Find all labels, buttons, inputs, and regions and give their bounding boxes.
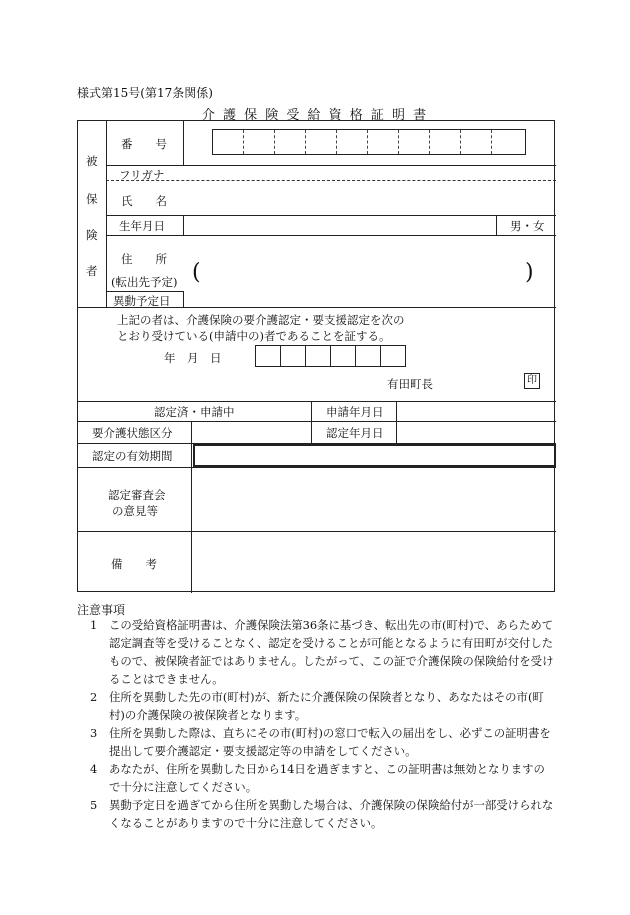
application-date-label: 申請年月日 — [326, 405, 384, 419]
notes-heading: 注意事項 — [77, 603, 126, 617]
date-cell[interactable] — [305, 345, 331, 367]
note-item: 4 あなたが、住所を異動した日から14日を過ぎますと、この証明書は無効となりますので十分に注意してください。 — [90, 762, 545, 794]
certificate-table — [77, 120, 555, 592]
address-label: 住 所 — [121, 252, 167, 266]
date-cell[interactable] — [280, 345, 306, 367]
insured-side-label-1: 被 — [86, 154, 98, 168]
date-cell[interactable] — [380, 345, 406, 367]
note-item: 2 住所を異動した先の市(町村)が、新たに介護保険の保険者となり、あなたはその市(町村)の介護保険の被保険者となります。 — [90, 690, 544, 722]
address-paren-right: ) — [525, 260, 534, 285]
remarks-label: 備 考 — [111, 557, 157, 571]
page-title: 介 護 保 険 受 給 資 格 証 明 書 — [201, 108, 429, 123]
certification-date-label: 認定年月日 — [326, 426, 384, 440]
address-sub-label: (転出先予定) — [111, 275, 178, 289]
date-cell[interactable] — [355, 345, 381, 367]
form-number: 様式第15号(第17条関係) — [77, 86, 213, 100]
validity-period-field[interactable] — [193, 444, 556, 467]
insured-side-label-4: 者 — [86, 264, 98, 278]
validity-label: 認定の有効期間 — [92, 449, 173, 463]
move-date-label: 異動予定日 — [113, 294, 171, 308]
date-cell[interactable] — [330, 345, 356, 367]
cert-text-line1: 上記の者は、介護保険の要介護認定・要支援認定を次の — [117, 313, 405, 327]
cert-date-label: 年 月 日 — [164, 351, 222, 365]
name-label: 氏 名 — [121, 194, 167, 208]
birthdate-label: 生年月日 — [119, 219, 165, 233]
furigana-label: フリガナ — [119, 168, 165, 182]
address-paren-left: ( — [192, 260, 201, 285]
note-item: 1 この受給資格証明書は、介護保険法第36条に基づき、転出先の市(町村)で、あらためて認定調査等を受けることなく、認定を受けることが可能となるように有田町が交付したもので、被保険者証ではありません。したがって、この証で介護保険の保険給付を受けることはできません。 — [90, 618, 554, 686]
seal-stamp: 印 — [524, 373, 540, 389]
insured-side-label-3: 険 — [86, 228, 98, 242]
insured-side-label-2: 保 — [86, 192, 98, 206]
note-item: 3 住所を異動した際は、直ちにその市(町村)の窓口で転入の届出をし、必ずこの証明書を提出して要介護認定・要支援認定等の申請をしてください。 — [90, 726, 551, 758]
note-item: 5 異動予定日を過ぎてから住所を異動した場合は、介護保険の保険給付が一部受けられなくなることがありますので十分に注意してください。 — [90, 798, 554, 830]
cert-text-line2: とおり受けている(申請中の)者であることを証する。 — [117, 329, 391, 343]
committee-label-1: 認定審査会 — [108, 488, 166, 502]
care-level-label: 要介護状態区分 — [92, 426, 173, 440]
sex-label: 男・女 — [510, 219, 545, 233]
number-label: 番 号 — [121, 137, 167, 151]
date-cell[interactable] — [255, 345, 281, 367]
committee-label-2: の意見等 — [112, 504, 158, 518]
insured-number-field[interactable] — [212, 129, 526, 155]
certified-status-label: 認定済・申請中 — [154, 405, 235, 419]
issuer: 有田町長 — [387, 377, 433, 391]
